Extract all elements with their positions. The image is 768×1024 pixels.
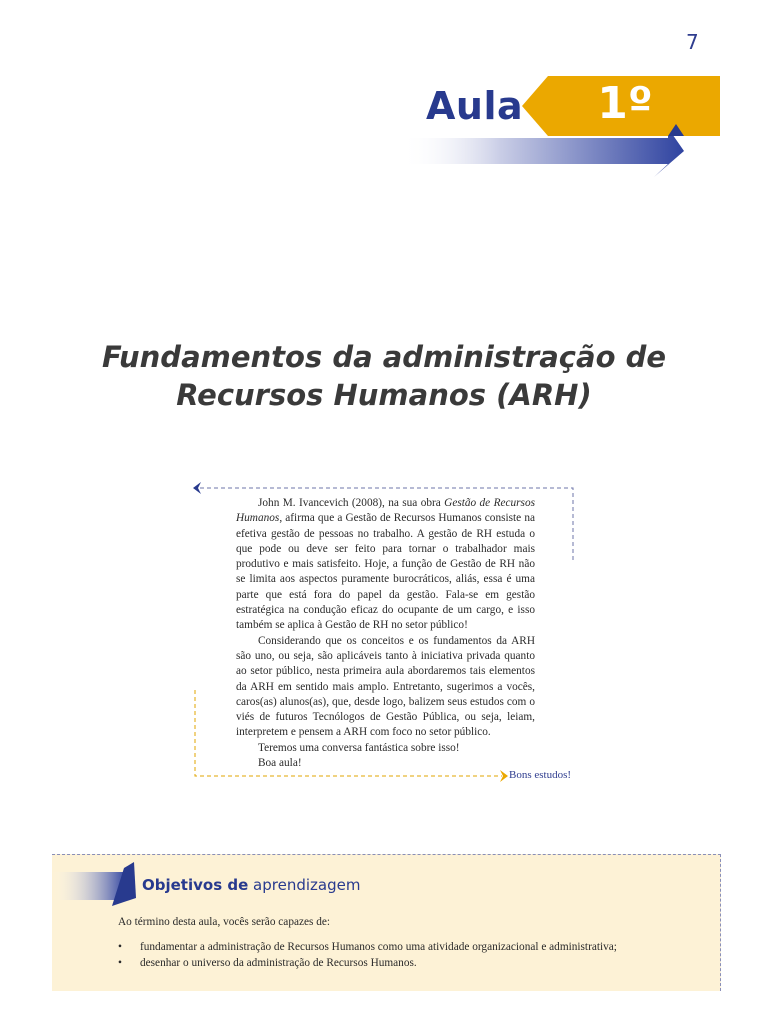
aula-label: Aula: [426, 84, 524, 128]
chapter-title-line-2: Recursos Humanos (ARH): [176, 378, 592, 412]
bullet-icon: •: [118, 956, 122, 969]
objectives-heading-graphic: [52, 862, 152, 908]
chapter-title-line-1: Fundamentos da administração de: [101, 340, 667, 374]
list-item: • desenhar o universo da administração de Recursos Humanos.: [118, 956, 708, 972]
intro-paragraph-4: Boa aula!: [258, 757, 302, 770]
book-title: Gestão de Recursos Humanos: [236, 497, 535, 525]
bullet-icon: •: [118, 941, 122, 953]
list-item: • fundamentar a administração de Recursos Humanos como uma atividade organizacional e administrativa;: [118, 940, 708, 956]
intro-paragraph-2: Considerando que os conceitos e os fundamentos da ARH são uno, ou seja, são aplicáveis tanto à iniciativa privada quanto ao setor público, nesta primeira aula abordaremos tais elementos da ARH em sentido mais amplo. Entretanto, sugerimos a vocês, caros(as) alunos(as), que, desde logo, balizem seus estudos com o viés de futuros Tecnólogos de Gestão Pública, ou seja, leiam, interpretem e pensem a ARH com foco no setor público.: [236, 634, 535, 739]
page-number: 7: [686, 30, 699, 54]
intro-paragraph-1: John M. Ivancevich (2008), na sua obra Gestão de Recursos Humanos, afirma que a Gestão de Recursos Humanos consiste na efetiva gestão de pessoas no trabalho. A gestão de RH estuda o que pode ou deve ser feito para tornar o trabalhador mais produtivo e mais satisfeito. Hoje, a função de Gestão de RH não se limita aos aspectos puramente burocráticos, aliás, essa é uma parte que está fora do papel da gestão. Fala-se em gestão estratégica na condução eficaz do ocupante de um cargo, e isso também se aplica à Gestão de RH no setor público!: [236, 497, 535, 632]
objectives-list: [118, 940, 708, 971]
chapter-title: [60, 338, 708, 414]
intro-text: [236, 496, 535, 771]
frame-arrow-blue-icon: [193, 482, 201, 494]
aula-number: 1º: [597, 78, 653, 129]
intro-paragraph-3: Teremos uma conversa fantástica sobre isso!: [258, 741, 460, 754]
sign-off: Bons estudos!: [509, 769, 572, 781]
objectives-heading: Objetivos de aprendizagem: [142, 876, 361, 894]
objectives-lead: Ao término desta aula, vocês serão capazes de:: [118, 916, 331, 928]
